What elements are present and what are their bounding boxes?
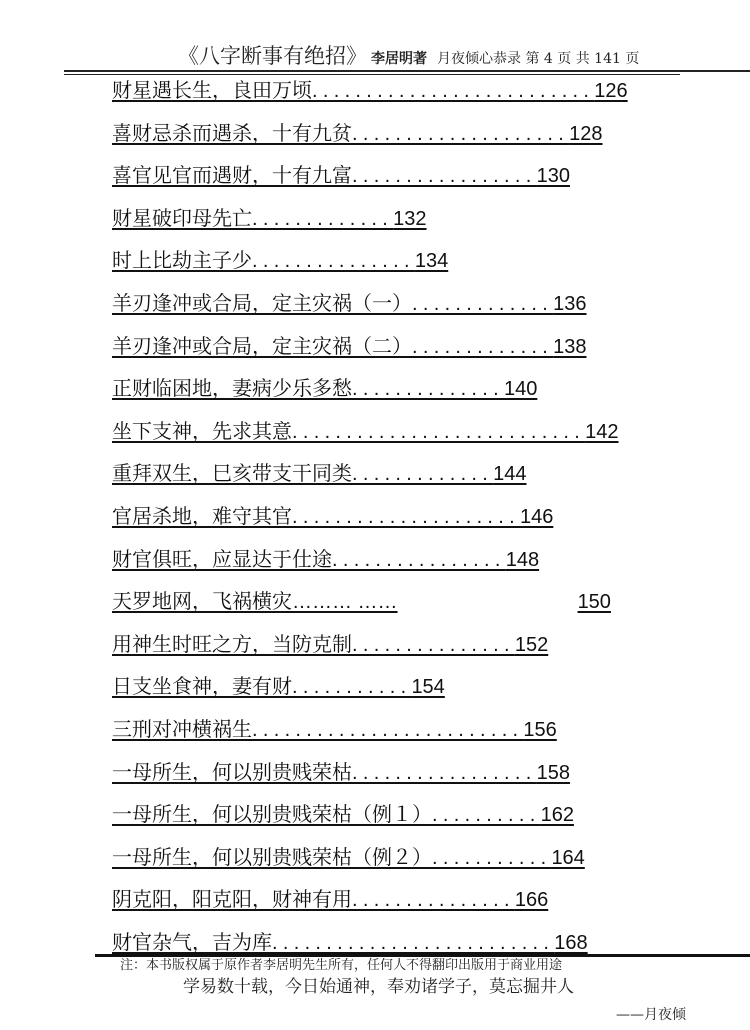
toc-link[interactable] [112, 547, 539, 571]
toc-title: 阴克阳，阳克阳，财神有用 [112, 887, 352, 912]
toc-entry[interactable] [112, 76, 628, 119]
toc-title: 正财临困地，妻病少乐多愁 [112, 376, 352, 401]
toc-leader-dots: .......................... [272, 931, 555, 954]
toc-entry[interactable] [112, 800, 628, 843]
copyright-note: 注：本书版权属于原作者李居明先生所有，任何人不得翻印出版用于商业用途 [120, 958, 563, 973]
page-info: 月夜倾心恭录 第 4 页 共 141 页 [437, 51, 640, 67]
toc-link[interactable] [112, 674, 445, 698]
toc-link[interactable] [112, 930, 588, 954]
toc-leader-dots: ................. [352, 165, 537, 188]
toc-title: 财星遇长生，良田万顷 [112, 78, 312, 102]
toc-entry[interactable] [112, 161, 628, 204]
toc-title: 天罗地网，飞祸横灾 [112, 589, 292, 614]
toc-title: 财官杂气，吉为库 [112, 929, 272, 954]
table-of-contents [112, 76, 628, 970]
toc-title: 三刑对冲横祸生 [112, 716, 252, 741]
toc-link[interactable] [112, 163, 570, 187]
toc-page-number: 156 [523, 718, 557, 741]
toc-page-number: 168 [554, 931, 588, 954]
toc-entry[interactable] [112, 459, 628, 502]
toc-link[interactable] [112, 206, 427, 230]
toc-page-number: 164 [551, 846, 585, 869]
toc-link[interactable] [112, 589, 611, 613]
toc-leader-dots: ……… …… [292, 591, 398, 614]
toc-page-number: 128 [569, 122, 603, 145]
toc-page-number: 150 [577, 591, 611, 614]
toc-link[interactable] [112, 376, 537, 400]
toc-page-number: 148 [505, 548, 540, 571]
toc-link[interactable] [112, 887, 548, 911]
toc-link[interactable] [112, 504, 553, 528]
toc-title: 羊刃逢冲或合局，定主灾祸（二） [112, 333, 412, 358]
toc-leader-dots: ............. [252, 207, 394, 230]
toc-entry[interactable] [112, 758, 628, 801]
toc-entry[interactable] [112, 672, 628, 715]
toc-leader-dots: ............. [352, 463, 494, 486]
toc-leader-dots: ........................... [292, 420, 586, 443]
toc-title: 用神生时旺之方，当防克制 [112, 631, 352, 656]
toc-entry[interactable] [112, 204, 628, 247]
toc-entry[interactable] [112, 289, 628, 332]
toc-title: 财星破印母先亡 [112, 205, 252, 230]
toc-page-number: 142 [585, 420, 619, 443]
toc-leader-dots: ........... [292, 676, 412, 699]
toc-page-number: 158 [536, 761, 570, 784]
toc-leader-dots: .............. [352, 378, 504, 401]
toc-entry[interactable] [112, 630, 628, 673]
author: 李居明著 [371, 51, 427, 67]
toc-page-number: 144 [493, 463, 527, 486]
toc-title: 时上比劫主子少 [112, 248, 252, 273]
motto: 学易数十载，今日始通神，奉劝诸学子，莫忘掘井人 [183, 977, 574, 997]
toc-link[interactable] [112, 248, 448, 272]
header-divider [64, 70, 750, 72]
toc-title: 日支坐食神，妻有财 [112, 674, 292, 699]
toc-page-number: 134 [414, 250, 449, 273]
toc-page-number: 162 [540, 804, 574, 827]
toc-entry[interactable] [112, 332, 628, 375]
toc-title: 喜官见官而遇财，十有九富 [112, 163, 352, 188]
toc-entry[interactable] [112, 715, 628, 758]
book-title: 《八字断事有绝招》 [178, 44, 367, 68]
toc-link[interactable] [112, 760, 570, 784]
toc-page-number: 136 [553, 292, 587, 315]
toc-title: 羊刃逢冲或合局，定主灾祸（一） [112, 290, 412, 315]
toc-title: 重拜双生，巳亥带支干同类 [112, 461, 352, 486]
toc-entry[interactable] [112, 885, 628, 928]
toc-link[interactable] [112, 419, 619, 443]
toc-leader-dots: ............. [412, 292, 554, 315]
toc-entry[interactable] [112, 843, 628, 886]
toc-title: 官居杀地，难守其官 [112, 503, 292, 528]
toc-link[interactable] [112, 632, 548, 656]
page-header [178, 44, 639, 68]
signature: ——月夜倾 [616, 1007, 686, 1023]
toc-title: 喜财忌杀而遇杀，十有九贫 [112, 120, 352, 145]
toc-leader-dots: ............... [252, 250, 415, 273]
toc-link[interactable] [112, 802, 574, 826]
toc-title: 一母所生，何以别贵贱荣枯 [112, 759, 352, 784]
toc-title: 一母所生，何以别贵贱荣枯（例２） [112, 844, 432, 869]
toc-leader-dots: ............. [412, 335, 554, 358]
toc-page-number: 166 [514, 889, 549, 912]
toc-link[interactable] [112, 121, 603, 145]
toc-link[interactable] [112, 717, 557, 741]
toc-link[interactable] [112, 845, 585, 869]
toc-page-number: 138 [553, 335, 587, 358]
toc-entry[interactable] [112, 417, 628, 460]
toc-link[interactable] [112, 78, 628, 102]
toc-page-number: 130 [536, 165, 570, 188]
toc-page-number: 154 [411, 676, 445, 699]
toc-link[interactable] [112, 461, 527, 485]
toc-title: 财官俱旺，应显达于仕途 [112, 546, 332, 571]
toc-page-number: 140 [504, 378, 538, 401]
toc-title: 坐下支神，先求其意 [112, 418, 292, 443]
toc-link[interactable] [112, 291, 587, 315]
toc-page-number: 132 [393, 207, 427, 230]
header-divider-thin [64, 74, 680, 75]
toc-leader-dots: ......................... [252, 718, 524, 741]
toc-entry[interactable] [112, 587, 628, 630]
toc-page-number: 126 [594, 80, 628, 102]
toc-entry[interactable] [112, 502, 628, 545]
toc-leader-dots: .......... [432, 804, 541, 827]
toc-leader-dots: .......................... [312, 80, 595, 102]
toc-leader-dots: ............... [352, 633, 515, 656]
toc-leader-dots: ................ [332, 548, 506, 571]
toc-entry[interactable] [112, 374, 628, 417]
toc-leader-dots: ..................... [292, 505, 520, 528]
toc-page-number: 146 [520, 505, 554, 528]
toc-page-number: 152 [514, 633, 549, 656]
toc-leader-dots: ............... [352, 889, 515, 912]
toc-leader-dots: ................. [352, 761, 537, 784]
toc-leader-dots: ........... [432, 846, 552, 869]
toc-link[interactable] [112, 334, 587, 358]
footer-divider [95, 954, 750, 957]
toc-entry[interactable] [112, 119, 628, 162]
toc-title: 一母所生，何以别贵贱荣枯（例１） [112, 802, 432, 827]
toc-entry[interactable] [112, 545, 628, 588]
toc-leader-dots: .................... [352, 122, 570, 145]
toc-entry[interactable] [112, 246, 628, 289]
